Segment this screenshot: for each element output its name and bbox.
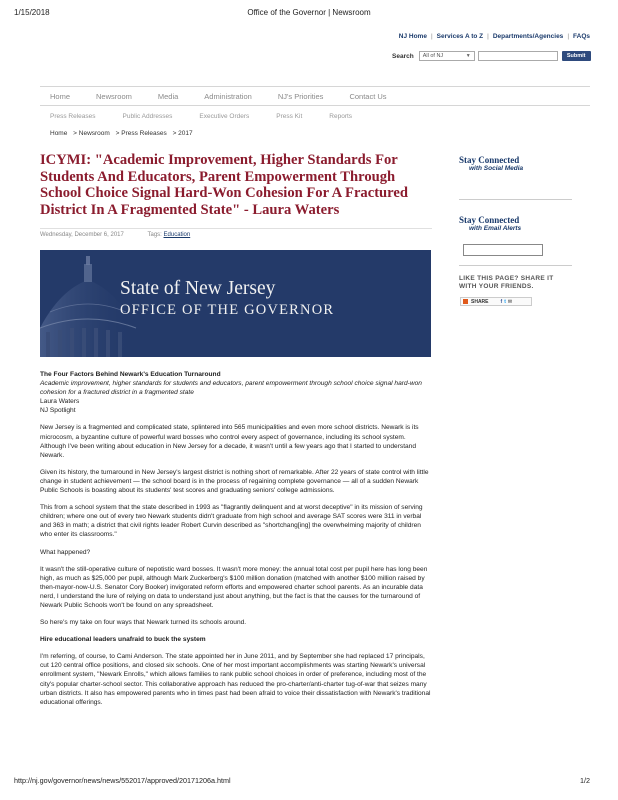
source-name: NJ Spotlight: [40, 407, 76, 415]
body-paragraph: Given its history, the turnaround in New Jersey's largest district is nothing short of remarkable. After 22 years of state control with little change in student achievement — the school board is in the process of regaining complete governance — all of a sudden Newark Public Schools is boasting about its students' test scores and graduating seniors' college admissions.: [40, 468, 429, 495]
share-icon: [463, 299, 468, 304]
email-icon: ✉: [507, 298, 513, 305]
nav-contact-us[interactable]: Contact Us: [349, 91, 387, 101]
article-meta: [40, 228, 432, 238]
stay-connected-social-heading[interactable]: Stay Connected: [459, 155, 520, 165]
nav-separator: |: [487, 33, 489, 40]
search-label: Search: [392, 52, 414, 60]
tag-education-link[interactable]: Education: [163, 232, 191, 238]
sidebar-social: [459, 155, 579, 172]
breadcrumb-home[interactable]: Home: [50, 130, 68, 137]
subnav-executive-orders[interactable]: Executive Orders: [199, 113, 250, 120]
main-nav: [40, 86, 590, 106]
print-date: 1/15/2018: [14, 8, 50, 17]
subnav-public-addresses[interactable]: Public Addresses: [122, 113, 173, 120]
print-page-title: Office of the Governor | Newsroom: [247, 8, 371, 17]
twitter-icon: t: [504, 298, 506, 305]
share-prompt: [459, 275, 579, 291]
sidebar-divider: [459, 265, 572, 266]
body-paragraph: It wasn't the still-operative culture of nepotistic ward bosses. It wasn't more money: the annual total cost per pupil here has long been high, as much as $25,000 per pupil, although Mark Zuckerberg's $100 million donation (matched with another $100 million raised by then-mayor-now-U.S. Senator Cory Booker) invigorated reform efforts and empowered charter school parents. As an incurable data nerd, I understand the lure of relying on data to understand just about anything, but the fact is that the causes for the turnaround of Newark Public Schools won't be found on any spreadsheet.: [40, 565, 428, 609]
breadcrumb-press-releases[interactable]: > Press Releases: [115, 130, 167, 137]
share-button-label: SHARE: [471, 298, 489, 305]
section-heading: Hire educational leaders unafraid to buck the system: [40, 636, 206, 644]
breadcrumb-2017[interactable]: > 2017: [172, 130, 193, 137]
email-alerts-subheading[interactable]: with Email Alerts: [469, 225, 522, 232]
chevron-down-icon: ▼: [465, 53, 471, 59]
print-page-number: 1/2: [580, 776, 590, 785]
nav-media[interactable]: Media: [157, 91, 179, 101]
facebook-icon: f: [500, 298, 503, 305]
subnav-reports[interactable]: Reports: [329, 113, 353, 120]
sidebar-divider: [459, 199, 572, 200]
print-url: http://nj.gov/governor/news/news/552017/approved/20171206a.html: [14, 776, 231, 785]
nav-separator: |: [567, 33, 570, 40]
share-prompt-line2: WITH YOUR FRIENDS.: [459, 283, 534, 290]
body-paragraph: This from a school system that the state described in 1993 as "flagrantly delinquent and at worst deceptive" in its mission of serving children; where one out of every two Newark students didn't graduate from high school and average SAT scores were 311 in verbal and 363 in math; a district that civil rights leader Robert Curvin described as "shortchang[ing] the overwhelming majority of children who enter its classrooms.": [40, 504, 423, 539]
nav-administration[interactable]: Administration: [204, 91, 252, 101]
kicker-title: The Four Factors Behind Newark's Education Turnaround: [40, 371, 221, 378]
search-scope-select[interactable]: [419, 51, 475, 61]
subnav-press-kit[interactable]: Press Kit: [276, 113, 303, 120]
governor-banner: [40, 250, 431, 357]
print-header: [14, 8, 604, 20]
subnav-press-releases[interactable]: Press Releases: [50, 113, 96, 120]
sub-nav: [50, 113, 379, 120]
banner-state-name: State of New Jersey: [120, 278, 276, 299]
search-submit-button[interactable]: Submit: [562, 51, 591, 61]
article-date: Wednesday, December 6, 2017: [40, 232, 124, 238]
social-media-subheading[interactable]: with Social Media: [469, 165, 524, 172]
search-scope-value: All of NJ: [422, 53, 444, 59]
share-prompt-line1: LIKE THIS PAGE? SHARE IT: [459, 275, 554, 282]
faqs-link[interactable]: FAQs: [573, 33, 590, 40]
departments-agencies-link[interactable]: Departments/Agencies: [492, 33, 564, 40]
search-input[interactable]: [478, 51, 558, 61]
sidebar-email: [459, 215, 579, 232]
utility-nav: [399, 33, 590, 40]
nj-home-link[interactable]: NJ Home: [398, 33, 427, 40]
nav-home[interactable]: Home: [50, 91, 71, 101]
body-paragraph: I'm referring, of course, to Cami Anderson. The state appointed her in June 2011, and by September she had replaced 17 principals, cut 120 central office positions, and closed six schools. One of her most important accomplishments was starting Newark's universal enrollment system, "Newark Enrolls," which allows families to rank public school choices in order of preference, including most of the city's popular charter-school sector. This collaborative approach has reduced the pro-charter/anti-charter tug-of-war that seizes many urban districts. It also has empowered parents who in times past had been afraid to voice their dissatisfaction with Newark's traditional educational offerings.: [40, 653, 431, 706]
banner-office-name: OFFICE OF THE GOVERNOR: [120, 302, 335, 318]
search-bar: [392, 50, 591, 62]
breadcrumb-newsroom[interactable]: > Newsroom: [73, 130, 110, 137]
author-name: Laura Waters: [40, 398, 80, 406]
email-signup-input[interactable]: [463, 244, 543, 256]
stay-connected-email-heading[interactable]: Stay Connected: [459, 215, 520, 225]
body-paragraph: So here's my take on four ways that Newark turned its schools around.: [40, 619, 247, 627]
nav-nj-priorities[interactable]: NJ's Priorities: [277, 91, 324, 101]
body-paragraph: New Jersey is a fragmented and complicated state, splintered into 565 municipalities and even more school districts. Newark is its microcosm, a byzantine culture of powerful ward bosses who control every aspect of governance, including its school system. Although I've been writing about education in New Jersey for a decade, it wasn't until a few years ago that I started to understand Newark.: [40, 424, 419, 459]
nav-separator: |: [430, 33, 433, 40]
body-paragraph: What happened?: [40, 548, 91, 556]
article-title: ICYMI: "Academic Improvement, Higher Standards For Students And Educators, Parent Empowerment Through School Choice Signal Hard-Won Cohesion For A Fractured District In A Fragmented State" - Laura Waters: [40, 152, 408, 218]
services-a-to-z-link[interactable]: Services A to Z: [436, 33, 484, 40]
kicker-subtitle: Academic improvement, higher standards for students and educators, parent empowerment through school choice signal hard-won cohesion for a fractured district in a fragmented state: [40, 380, 422, 397]
article-body: [40, 370, 432, 715]
tags-label: Tags:: [147, 232, 162, 238]
nav-newsroom[interactable]: Newsroom: [96, 91, 132, 101]
share-button[interactable]: [460, 297, 532, 306]
breadcrumb: [50, 130, 197, 137]
